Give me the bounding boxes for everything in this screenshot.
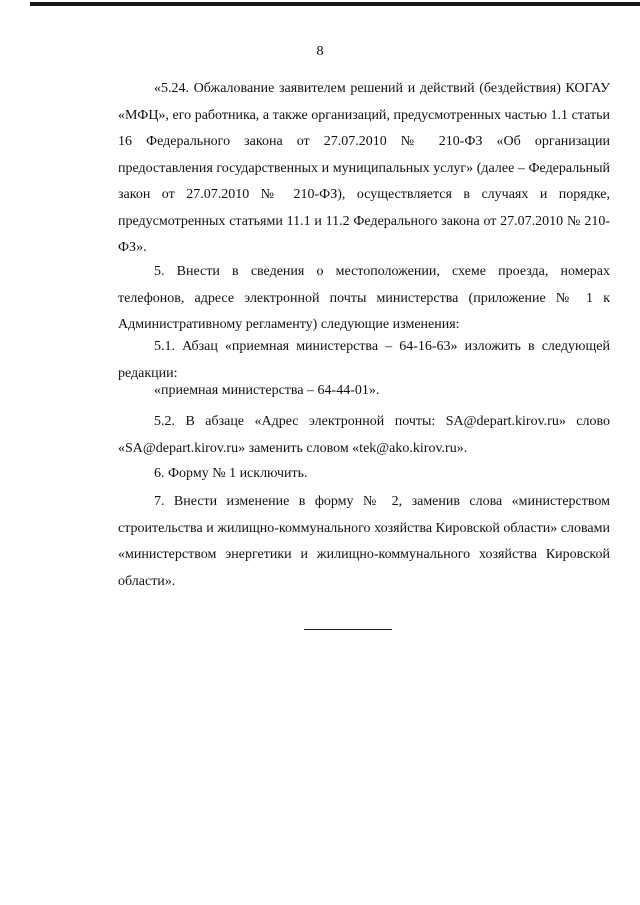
end-of-text-rule bbox=[304, 629, 392, 630]
paragraph-item-6: 6. Форму № 1 исключить. bbox=[154, 466, 308, 481]
paragraph-item-5-1-quote: «приемная министерства – 64-44-01». bbox=[154, 383, 380, 398]
paragraph-item-5-1: 5.1. Абзац «приемная министерства – 64-16-63» изложить в следующей редакции: bbox=[118, 339, 610, 381]
page-number: 8 bbox=[316, 44, 324, 59]
paragraph-item-7: 7. Внести изменение в форму № 2, заменив слова «министерством строительства и жилищно-коммунального хозяйства Кировской области» словами «министерством энергетики и жилищно-коммунального хозяйства Кировской области». bbox=[118, 494, 610, 589]
top-edge-rule bbox=[30, 2, 640, 6]
paragraph-item-5: 5. Внести в сведения о местоположении, схеме проезда, номерах телефонов, адресе электронной почты министерства (приложение № 1 к Административному регламенту) следующие изменения: bbox=[118, 264, 610, 332]
paragraph-5-24: «5.24. Обжалование заявителем решений и действий (бездействия) КОГАУ «МФЦ», его работника, а также организаций, предусмотренных частью 1.1 статьи 16 Федерального закона от 27.07.2010 № 210-ФЗ «Об организации предоставления государственных и муниципальных услуг» (далее – Федеральный закон от 27.07.2010 № 210-ФЗ), осуществляется в случаях и порядке, предусмотренных статьями 11.1 и 11.2 Федерального закона от 27.07.2010 № 210-ФЗ». bbox=[118, 81, 610, 255]
paragraph-item-5-2: 5.2. В абзаце «Адрес электронной почты: SA@depart.kirov.ru» слово «SA@depart.kirov.ru» заменить словом «tek@ako.kirov.ru». bbox=[118, 414, 610, 456]
